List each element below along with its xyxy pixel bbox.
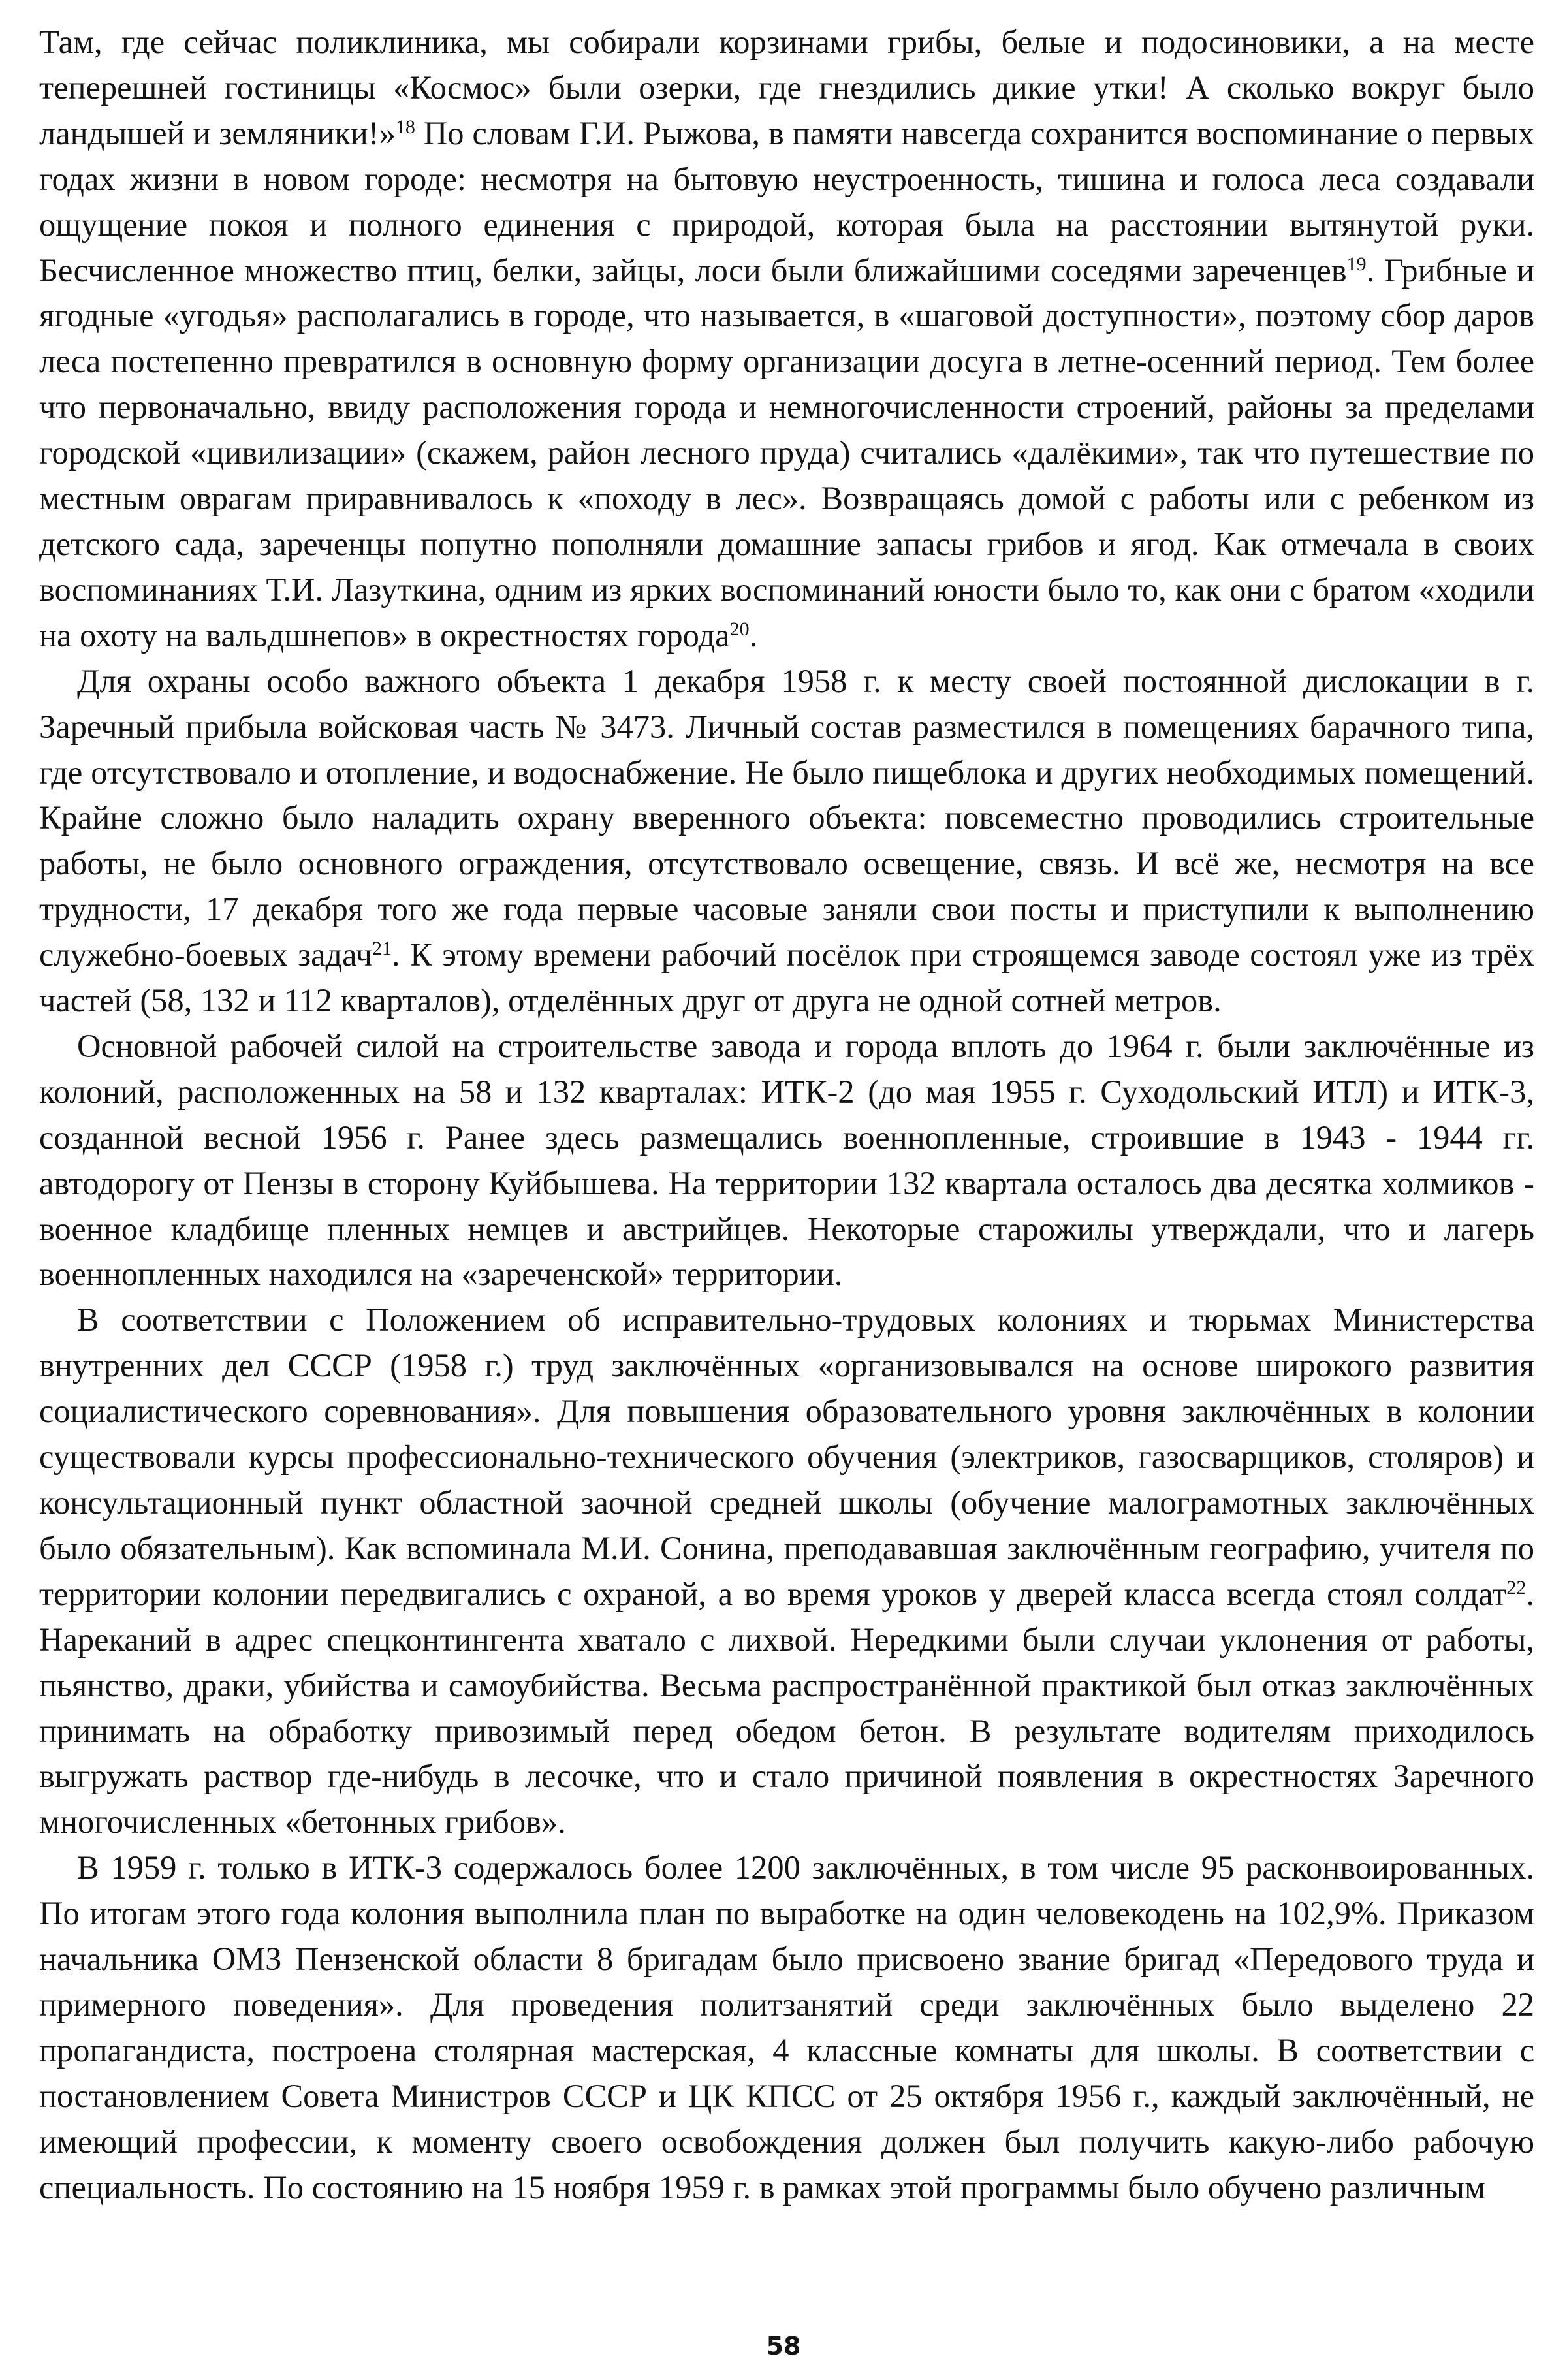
footnote-marker: 22	[1506, 1576, 1527, 1598]
text-run: . Нареканий в адрес спецконтингента хватало с лихвой. Нередкими были случаи уклонения от работы, пьянство, драки, убийства и самоубийства. Весьма распространённой практикой был отказ заключённых принимать на обработку привозимый перед обедом бетон. В результате водителям приходилось выгружать раствор где-нибудь в лесочке, что и стало причиной появления в окрестностях Заречного многочисленных «бетонных грибов».	[39, 1575, 1534, 1841]
text-run: По словам Г.И. Рыжова, в памяти навсегда сохранится воспоминание о первых годах жизни в новом городе: несмотря на бытовую неустроенность, тишина и голоса леса создавали ощущение покоя и полного единения с природой, которая была на расстоянии вытянутой руки. Бесчисленное множество птиц, белки, зайцы, лоси были ближайшими соседями зареченцев	[39, 114, 1534, 289]
paragraph	[39, 1845, 1534, 2210]
text-run: В 1959 г. только в ИТК-3 содержалось более 1200 заключённых, в том числе 95 расконвоированных. По итогам этого года колония выполнила план по выработке на один человекодень на 102,9%. Приказом начальника ОМЗ Пензенской области 8 бригадам было присвоено звание бригад «Передового труда и примерного поведения». Для проведения политзанятий среди заключённых было выделено 22 пропагандиста, построена столярная мастерская, 4 классные комнаты для школы. В соответствии с постановлением Совета Министров СССР и ЦК КПСС от 25 октября 1956 г., каждый заключённый, не имеющий профессии, к моменту своего освобождения должен был получить какую-либо рабочую специальность. По состоянию на 15 ноября 1959 г. в рамках этой программы было обучено различным	[39, 1849, 1534, 2206]
footnote-marker: 19	[1346, 253, 1367, 275]
page-body	[39, 20, 1534, 2344]
text-run: Для охраны особо важного объекта 1 декабря 1958 г. к месту своей постоянной дислокации в г. Заречный прибыла войсковая часть № 3473. Личный состав разместился в помещениях барачного типа, где отсутствовало и отопление, и водоснабжение. Не было пищеблока и других необходимых помещений. Крайне сложно было наладить охрану вверенного объекта: повсеместно проводились строительные работы, не было основного ограждения, отсутствовало освещение, связь. И всё же, несмотря на все трудности, 17 декабря того же года первые часовые заняли свои посты и приступили к выполнению служебно-боевых задач	[39, 662, 1534, 974]
text-run: . К этому времени рабочий посёлок при строящемся заводе состоял уже из трёх частей (58, 132 и 112 кварталов), отделённых друг от друга не одной сотней метров.	[39, 936, 1534, 1019]
page-number: 58	[766, 2332, 801, 2360]
footnote-marker: 20	[729, 618, 750, 640]
paragraph	[39, 659, 1534, 1024]
footnote-marker: 21	[372, 938, 392, 960]
footnote-marker: 18	[395, 116, 415, 138]
text-run: Там, где сейчас поликлиника, мы собирали корзинами грибы, белые и подосиновики, а на месте теперешней гостиницы «Космос» были озерки, где гнездились дикие утки! А сколько вокруг было ландышей и земляники!»	[39, 24, 1534, 151]
paragraph	[39, 20, 1534, 659]
paragraph	[39, 1024, 1534, 1297]
paragraph	[39, 1297, 1534, 1845]
text-run: . Грибные и ягодные «угодья» располагались в городе, что называется, в «шаговой доступности», поэтому сбор даров леса постепенно превратился в основную форму организации досуга в летне-осенний период. Тем более что первоначально, ввиду расположения города и немногочисленности строений, районы за пределами городской «цивилизации» (скажем, район лесного пруда) считались «далёкими», так что путешествие по местным оврагам приравнивалось к «походу в лес». Возвращаясь домой с работы или с ребенком из детского сада, зареченцы попутно пополняли домашние запасы грибов и ягод. Как отмечала в своих воспоминаниях Т.И. Лазуткина, одним из ярких воспоминаний юности было то, как они с братом «ходили на охоту на вальдшнепов» в окрестностях города	[39, 251, 1534, 654]
text-run: В соответствии с Положением об исправительно-трудовых колониях и тюрьмах Министерства внутренних дел СССР (1958 г.) труд заключённых «организовывался на основе широкого развития социалистического соревнования». Для повышения образовательного уровня заключённых в колонии существовали курсы профессионально-технического обучения (электриков, газосварщиков, столяров) и консультационный пункт областной заочной средней школы (обучение малограмотных заключённых было обязательным). Как вспоминала М.И. Сонина, преподававшая заключённым географию, учителя по территории колонии передвигались с охраной, а во время уроков у дверей класса всегда стоял солдат	[39, 1301, 1534, 1612]
text-run: Основной рабочей силой на строительстве завода и города вплоть до 1964 г. были заключённые из колоний, расположенных на 58 и 132 кварталах: ИТК-2 (до мая 1955 г. Суходольский ИТЛ) и ИТК-3, созданной весной 1956 г. Ранее здесь размещались военнопленные, строившие в 1943 - 1944 гг. автодорогу от Пензы в сторону Куйбышева. На территории 132 квартала осталось два десятка холмиков - военное кладбище пленных немцев и австрийцев. Некоторые старожилы утверждали, что и лагерь военнопленных находился на «зареченской» территории.	[39, 1027, 1534, 1293]
text-run: .	[749, 616, 758, 654]
